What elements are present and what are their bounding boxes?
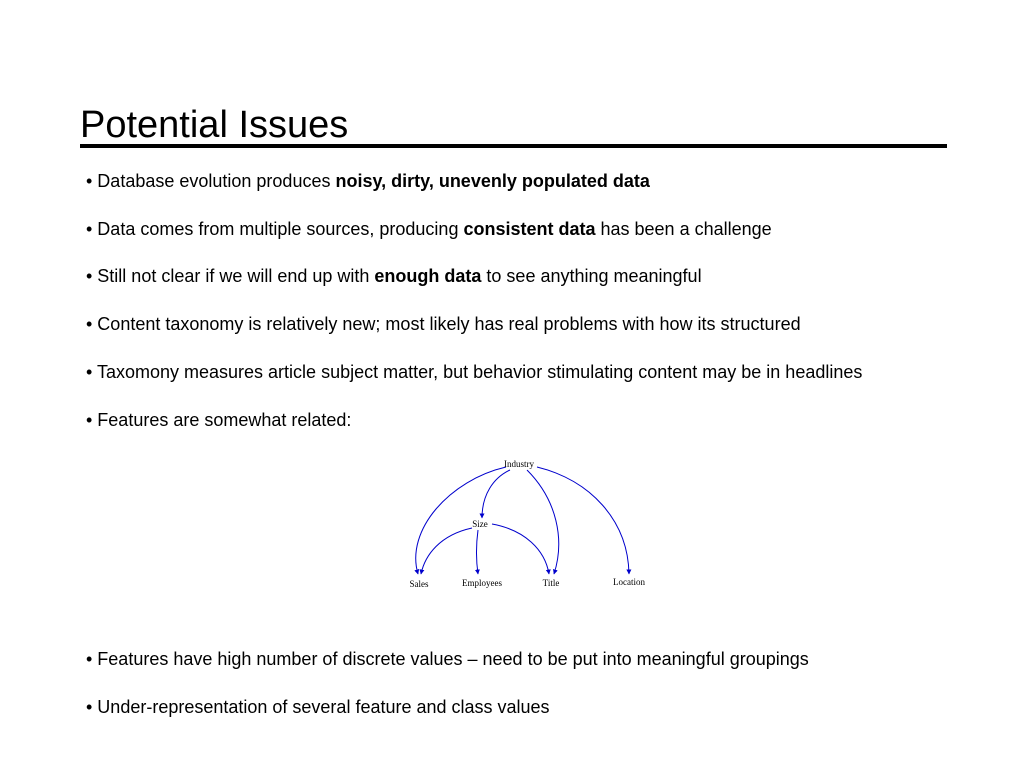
edge-industry-location (537, 467, 629, 574)
edge-industry-title (527, 470, 559, 574)
node-sales: Sales (409, 579, 429, 589)
bullet-item: • Features have high number of discrete values – need to be put into meaningful groupings (86, 649, 809, 669)
edge-industry-sales (416, 467, 506, 574)
edge-size-sales (421, 528, 472, 574)
bullet-item: • Still not clear if we will end up with enough data to see anything meaningful (86, 266, 702, 286)
bullet-item: • Content taxonomy is relatively new; most likely has real problems with how its structured (86, 314, 801, 334)
bullet-item: • Taxomony measures article subject matter, but behavior stimulating content may be in headlines (86, 362, 863, 382)
node-employees: Employees (462, 578, 502, 588)
bullet-item: • Database evolution produces noisy, dirty, unevenly populated data (86, 171, 650, 191)
slide-title: Potential Issues (80, 104, 349, 146)
edge-size-employees (477, 530, 479, 574)
edge-size-title (492, 524, 549, 574)
edge-industry-size (482, 470, 510, 518)
bullet-item: • Data comes from multiple sources, producing consistent data has been a challenge (86, 219, 772, 239)
node-location: Location (613, 577, 645, 587)
node-size: Size (472, 519, 488, 529)
node-title: Title (542, 578, 560, 588)
bullet-item: • Features are somewhat related: (86, 410, 352, 430)
node-industry: Industry (504, 459, 534, 469)
bullet-item: • Under-representation of several feature and class values (86, 697, 550, 717)
